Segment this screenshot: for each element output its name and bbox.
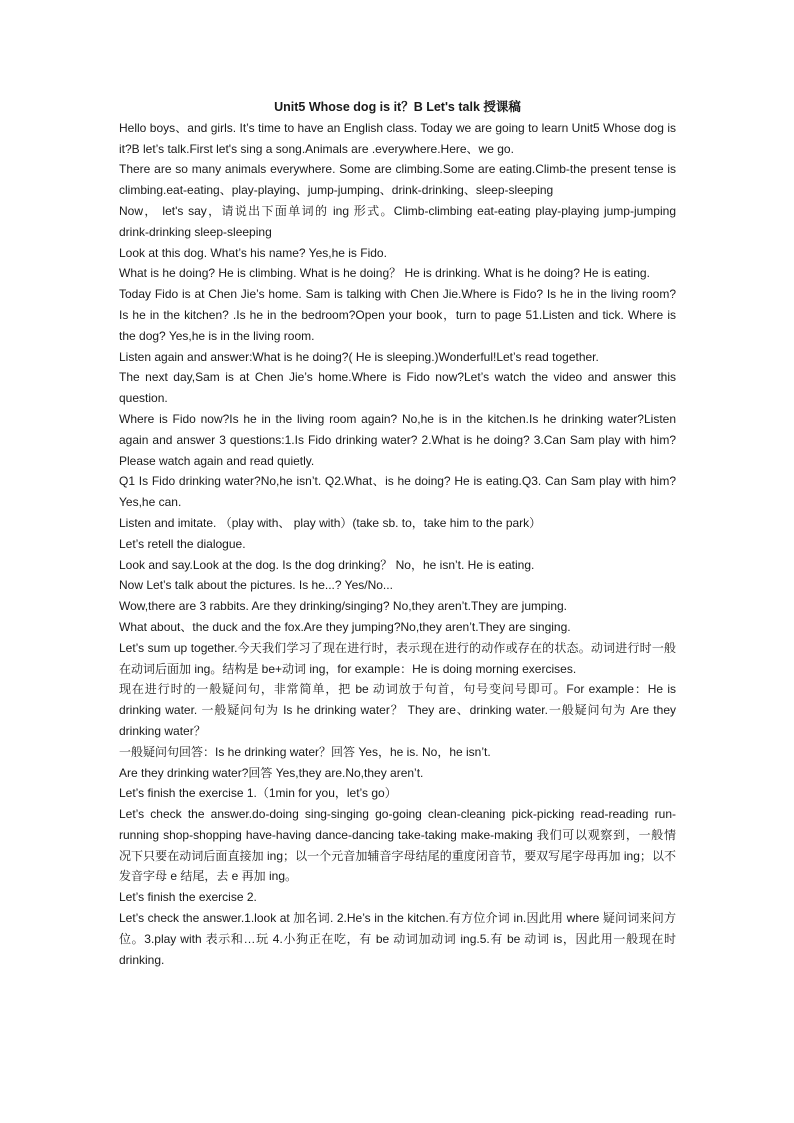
paragraph-animals: There are so many animals everywhere. Some are climbing.Some are eating.Climb-the present tense is climbing.eat-eating、play-playing、jump-jumping、drink-drinking、sleep-sleeping: [119, 162, 676, 198]
paragraph-imitate: Listen and imitate. （play with、 play with）(take sb. to，take him to the park）: [119, 515, 542, 530]
paragraph-hello: Hello boys、and girls. It’s time to have an English class. Today we are going to learn Unit5 Whose dog is it?B let’s talk.First let's sing a song.Animals are .everywhere.Here、we go.: [119, 120, 676, 156]
paragraph-check-1: Let’s check the answer.do-doing sing-singing go-going clean-cleaning pick-picking read-reading run-running shop-shopping have-having dance-dancing take-taking make-making 我们可以观察到，一般情况下只要在动词后面直接加 ing；以一个元音加辅音字母结尾的重度闭音节，要双写尾字母再加 ing；以不发音字母 e 结尾，去 e 再加 ing。: [119, 807, 676, 884]
paragraph-rabbits: Wow,there are 3 rabbits. Are they drinking/singing? No,they aren’t.They are jumping.: [119, 599, 568, 614]
paragraph-where-fido: Today Fido is at Chen Jie’s home. Sam is talking with Chen Jie.Where is Fido? Is he in the living room? Is he in the kitchen? .Is he in the bedroom?Open your book，turn to page 51.Listen and tick. Where is the dog? Yes,he is in the living room.: [119, 287, 676, 343]
paragraph-retell: Let’s retell the dialogue.: [119, 536, 246, 551]
paragraph-what-doing: What is he doing? He is climbing. What is he doing？ He is drinking. What is he doing? He is eating.: [119, 266, 650, 281]
paragraph-duck-fox: What about、the duck and the fox.Are they jumping?No,they aren’t.They are singing.: [119, 619, 571, 634]
paragraph-dog-name: Look at this dog. What’s his name? Yes,he is Fido.: [119, 245, 387, 260]
paragraph-kitchen: Where is Fido now?Is he in the living room again? No,he is in the kitchen.Is he drinking water?Listen again and answer 3 questions:1.Is Fido drinking water? 2.What is he doing? 3.Can Sam play with him?Please watch again and read quietly.: [119, 411, 676, 468]
paragraph-pictures: Now Let’s talk about the pictures. Is he...? Yes/No...: [119, 578, 393, 593]
paragraph-check-2: Let’s check the answer.1.look at 加名词. 2.He’s in the kitchen.有方位介词 in.因此用 where 疑问词来问方位。3.play with 表示和…玩 4.小狗正在吃，有 be 动词加动词 ing.5.有 be 动词 is，因此用一般现在时 drinking.: [119, 911, 676, 967]
paragraph-questions: Q1 Is Fido drinking water?No,he isn’t. Q2.What、is he doing? He is eating.Q3. Can Sam play with him? Yes,he can.: [119, 474, 676, 510]
paragraph-answer-form: 一般疑问句回答：Is he drinking water？回答 Yes，he is. No，he isn’t.: [119, 744, 491, 759]
paragraph-listen-again: Listen again and answer:What is he doing?( He is sleeping.)Wonderful!Let’s read together.: [119, 349, 599, 364]
paragraph-questions-form: 现在进行时的一般疑问句，非常简单，把 be 动词放于句首，句号变问号即可。For example：He is drinking water. 一般疑问句为 Is he drinking water？ They are、drinking water.一般疑问句为 Are they drinking water？: [119, 682, 676, 738]
paragraph-look-say: Look and say.Look at the dog. Is the dog drinking？ No，he isn’t. He is eating.: [119, 557, 535, 572]
paragraph-sum-up: Let’s sum up together.今天我们学习了现在进行时，表示现在进行的动作或存在的状态。动词进行时一般在动词后面加 ing。结构是 be+动词 ing，for example：He is doing morning exercises.: [119, 640, 676, 676]
paragraph-exercise-2: Let’s finish the exercise 2.: [119, 890, 257, 905]
paragraph-next-day: The next day,Sam is at Chen Jie’s home.Where is Fido now?Let’s watch the video and answer this question.: [119, 370, 676, 406]
document-page: [119, 97, 676, 970]
paragraph-answer-plural: Are they drinking water?回答 Yes,they are.No,they aren’t.: [119, 765, 424, 780]
paragraph-exercise-1: Let’s finish the exercise 1.（1min for you，let’s go）: [119, 786, 397, 801]
document-title: Unit5 Whose dog is it？B Let's talk 授课稿: [274, 100, 521, 114]
paragraph-ing-forms: Now， let's say，请说出下面单词的 ing 形式。Climb-climbing eat-eating play-playing jump-jumping drink-drinking sleep-sleeping: [119, 203, 676, 239]
